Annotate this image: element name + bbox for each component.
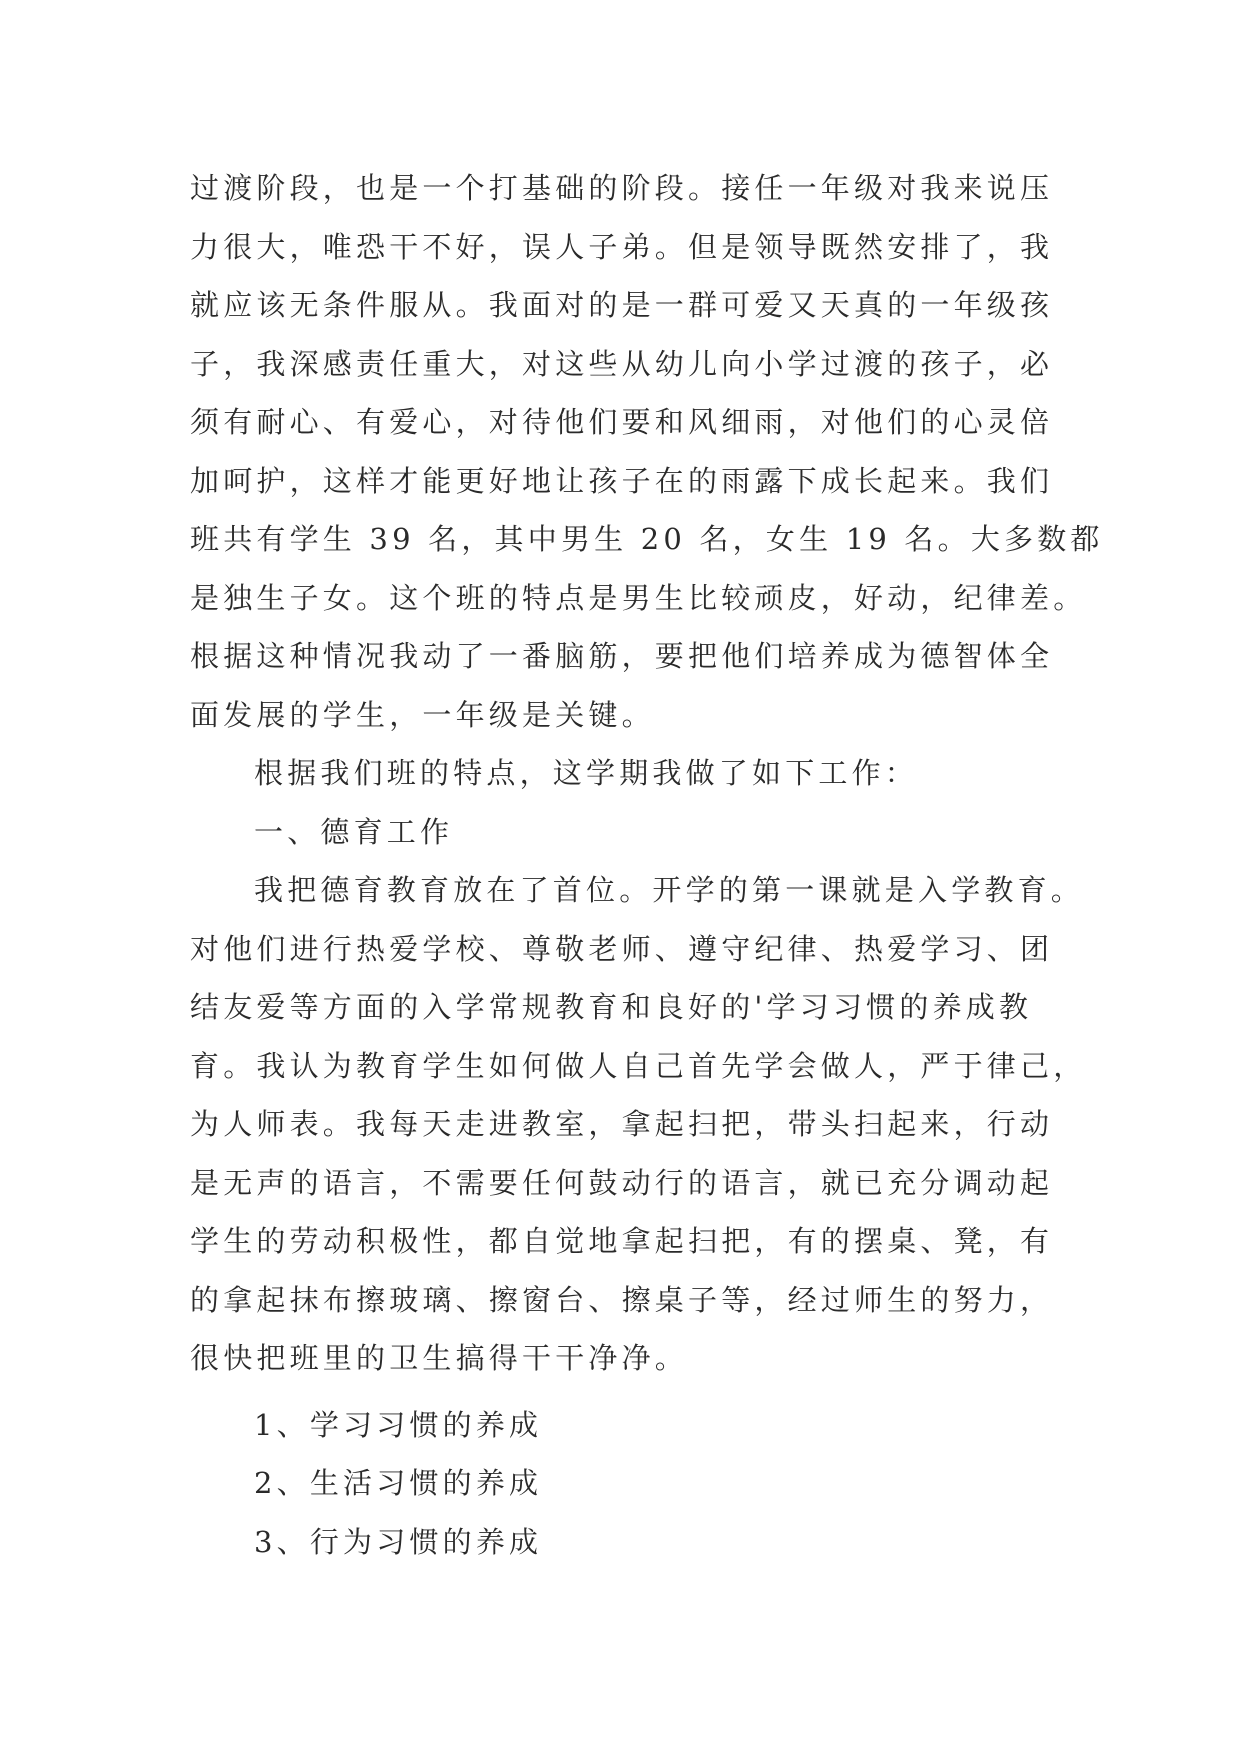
list-item: 3、行为习惯的养成: [254, 1524, 543, 1559]
text-line: 是无声的语言，不需要任何鼓动行的语言，就已充分调动起: [190, 1165, 1054, 1200]
text-line: 子，我深感责任重大，对这些从幼儿向小学过渡的孩子，必: [190, 346, 1054, 381]
text-line: 须有耐心、有爱心，对待他们要和风细雨，对他们的心灵倍: [190, 405, 1054, 439]
document-body: [190, 159, 1104, 1571]
text-line: 对他们进行热爱学校、尊敬老师、遵守纪律、热爱学习、团: [190, 931, 1054, 966]
list-item: 1、学习习惯的养成: [254, 1407, 543, 1442]
list-item: 2、生活习惯的养成: [254, 1466, 543, 1500]
text-line: 面发展的学生，一年级是关键。: [190, 697, 655, 732]
section-heading: 一、德育工作: [254, 814, 454, 849]
text-line: 力很大，唯恐干不好，误人子弟。但是领导既然安排了，我: [190, 229, 1054, 264]
text-line: 加呵护，这样才能更好地让孩子在的雨露下成长起来。我们: [190, 463, 1054, 498]
text-line: 根据这种情况我动了一番脑筋，要把他们培养成为德智体全: [190, 639, 1054, 673]
text-line: 很快把班里的卫生搞得干干净净。: [190, 1341, 689, 1375]
text-line: 的拿起抹布擦玻璃、擦窗台、擦桌子等，经过师生的努力，: [190, 1282, 1054, 1317]
text-line: 班共有学生 39 名，其中男生 20 名，女生 19 名。大多数都: [190, 522, 1104, 556]
text-line: 我把德育教育放在了首位。开学的第一课就是入学教育。: [254, 873, 1085, 907]
text-line: 育。我认为教育学生如何做人自己首先学会做人，严于律己，: [190, 1048, 1087, 1083]
text-line: 结友爱等方面的入学常规教育和良好的'学习习惯的养成教: [190, 990, 1033, 1024]
text-line: 根据我们班的特点，这学期我做了如下工作：: [254, 756, 919, 790]
text-line: 过渡阶段，也是一个打基础的阶段。接任一年级对我来说压: [190, 171, 1054, 205]
text-line: 就应该无条件服从。我面对的是一群可爱又天真的一年级孩: [190, 288, 1054, 322]
text-line: 是独生子女。这个班的特点是男生比较顽皮，好动，纪律差。: [190, 580, 1087, 615]
text-line: 为人师表。我每天走进教室，拿起扫把，带头扫起来，行动: [190, 1107, 1054, 1141]
text-line: 学生的劳动积极性，都自觉地拿起扫把，有的摆桌、凳，有: [190, 1224, 1054, 1258]
